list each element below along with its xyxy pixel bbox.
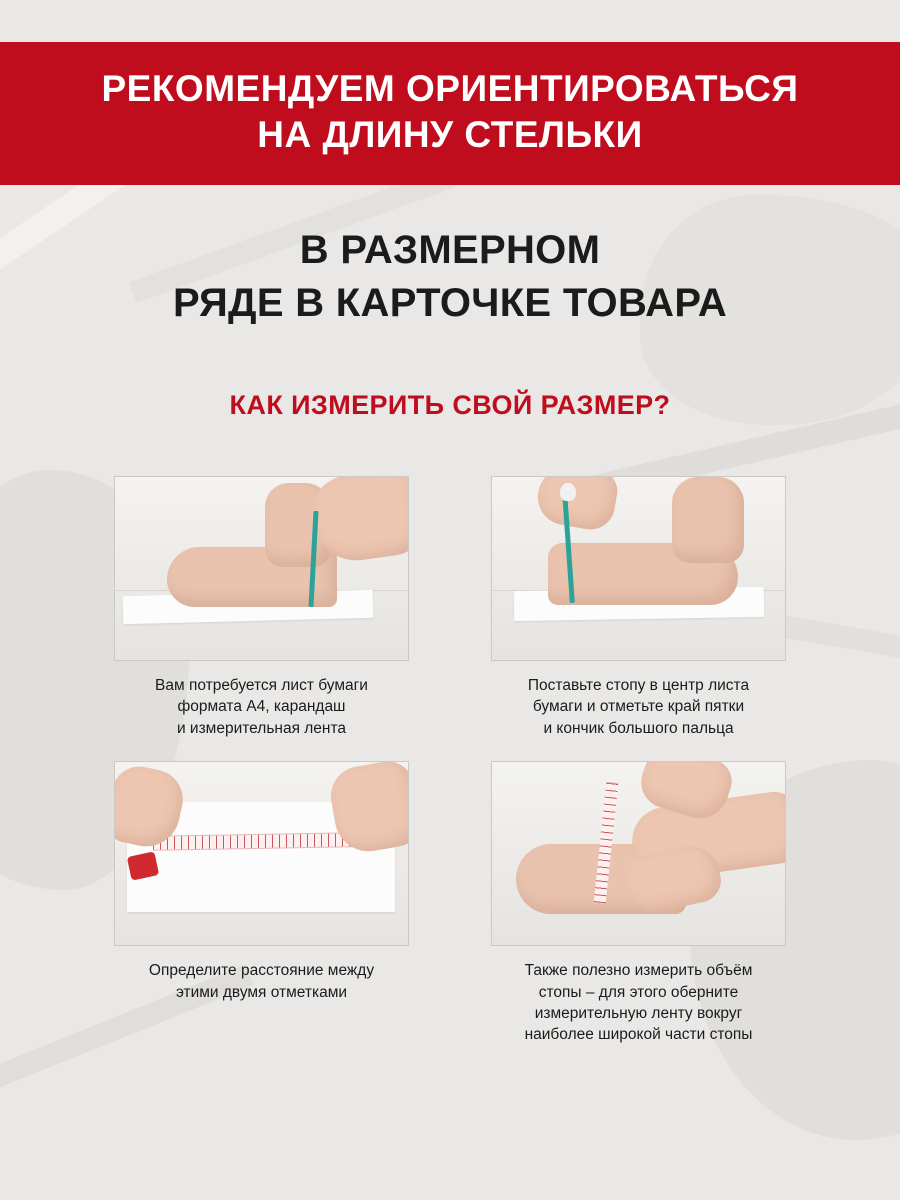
foot-and-pencil-photo bbox=[114, 476, 409, 661]
step-2 bbox=[465, 476, 812, 739]
recommendation-banner bbox=[0, 42, 900, 185]
tape-markings bbox=[153, 833, 353, 849]
pencil-tip bbox=[560, 483, 576, 501]
foot-on-paper-photo bbox=[491, 476, 786, 661]
step-1-caption: Вам потребуется лист бумаги формата А4, карандаш и измерительная лента bbox=[155, 677, 368, 737]
ankle-shape bbox=[672, 477, 744, 563]
page-title bbox=[0, 224, 900, 330]
step-1 bbox=[88, 476, 435, 739]
steps-grid bbox=[0, 476, 900, 1046]
step-2-caption: Поставьте стопу в центр листа бумаги и отметьте край пятки и кончик большого пальца bbox=[527, 677, 750, 737]
step-3 bbox=[88, 761, 435, 1046]
step-4-caption: Также полезно измерить объём стопы – для этого оберните измерительную ленту вокруг наиболее широкой части стопы bbox=[524, 962, 753, 1044]
foot-girth-photo bbox=[491, 761, 786, 946]
headline-line-2: РЯДЕ В КАРТОЧКЕ ТОВАРА bbox=[172, 280, 728, 325]
banner-line-2: НА ДЛИНУ СТЕЛЬКИ bbox=[257, 114, 643, 156]
measuring-tape-photo bbox=[114, 761, 409, 946]
step-4 bbox=[465, 761, 812, 1046]
banner-line-1: РЕКОМЕНДУЕМ ОРИЕНТИРОВАТЬСЯ bbox=[101, 68, 799, 109]
question-heading: КАК ИЗМЕРИТЬ СВОЙ РАЗМЕР? bbox=[229, 390, 671, 420]
headline-line-1: В РАЗМЕРНОМ bbox=[299, 228, 601, 272]
step-3-caption: Определите расстояние между этими двумя отметками bbox=[148, 962, 375, 1001]
hand-shape bbox=[533, 476, 620, 533]
